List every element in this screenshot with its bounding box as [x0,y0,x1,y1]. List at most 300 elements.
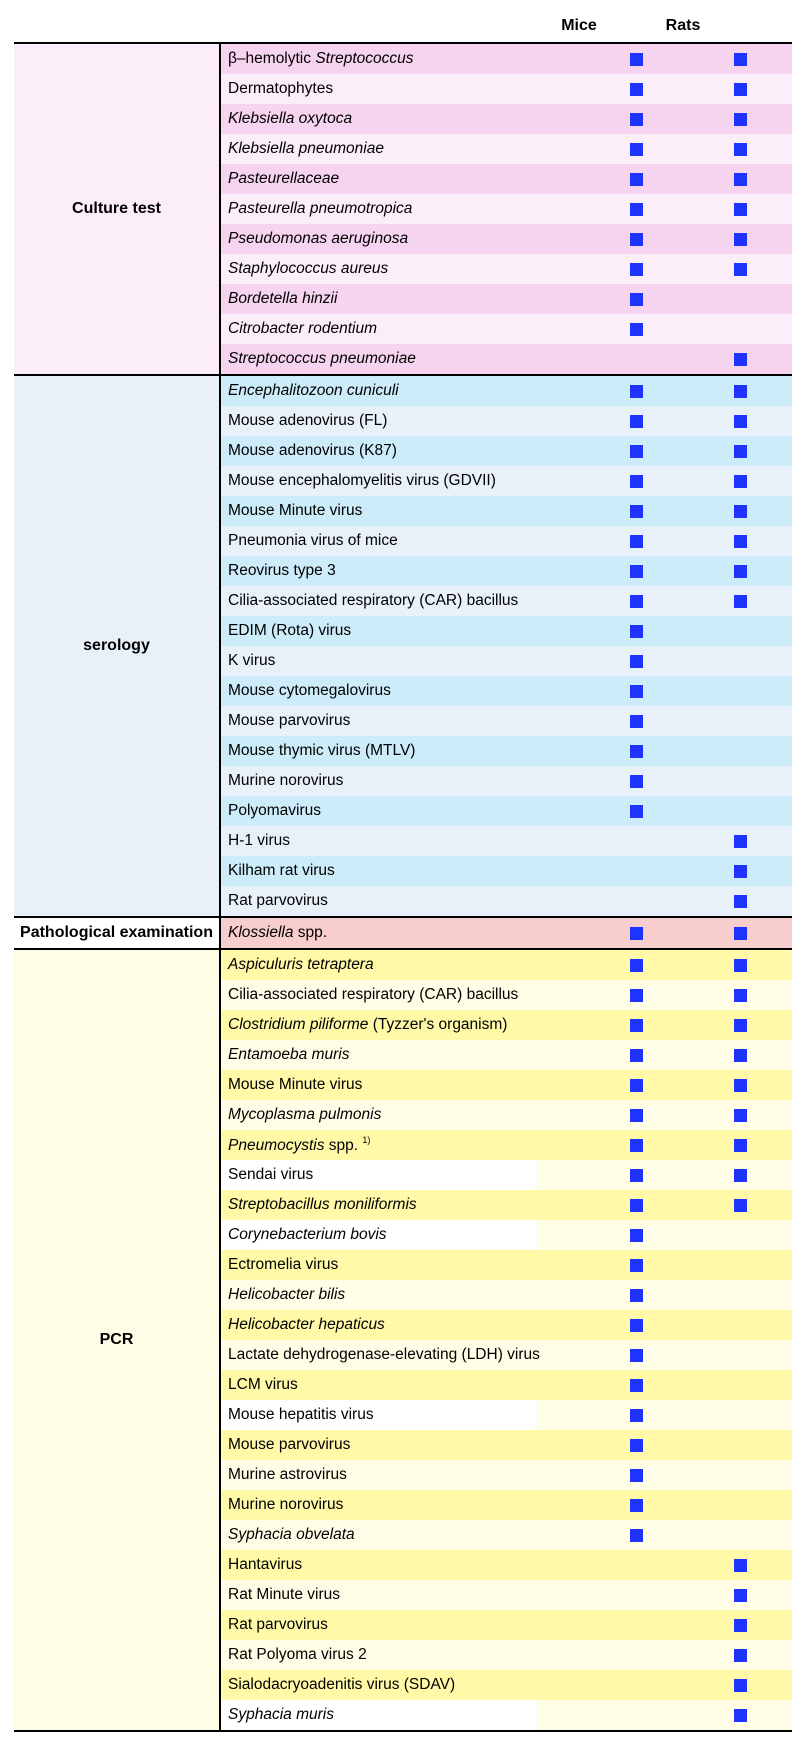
cell-mice [584,44,688,74]
test-name [221,382,584,400]
test-name-part: Klossiella [228,924,294,941]
cell-rats [688,1460,792,1490]
test-name [221,986,584,1004]
test-name-part: Helicobacter bilis [228,1286,346,1303]
table-row [221,344,792,374]
test-name [221,1046,584,1064]
table-row [221,1370,792,1400]
test-name-part: Rat Minute virus [228,1586,340,1603]
test-name [221,742,584,760]
test-name-part: H-1 virus [228,832,291,849]
cell-rats [688,796,792,826]
check-square-icon [630,1379,643,1392]
test-name [221,892,584,910]
check-square-icon [734,233,747,246]
check-square-icon [630,1109,643,1122]
test-name [221,832,584,850]
cell-rats [688,44,792,74]
check-square-icon [734,1679,747,1692]
test-name-part: Mouse adenovirus (K87) [228,442,397,459]
cell-mice [584,284,688,314]
test-name [221,1226,584,1244]
cell-mice [584,1010,688,1040]
check-square-icon [734,1049,747,1062]
test-name [221,622,584,640]
cell-mice [584,1310,688,1340]
cell-rats [688,466,792,496]
check-square-icon [734,595,747,608]
cell-rats [688,344,792,374]
cell-rats [688,224,792,254]
cell-mice [584,676,688,706]
group-label: Pathological examination [14,918,221,948]
check-square-icon [734,385,747,398]
table-row [221,1460,792,1490]
cell-mice [584,194,688,224]
cell-rats [688,436,792,466]
test-name [221,1256,584,1274]
group-label: Culture test [14,44,221,374]
table-row [221,1490,792,1520]
cell-rats [688,134,792,164]
test-name [221,350,584,368]
cell-rats [688,1490,792,1520]
cell-mice [584,1190,688,1220]
test-name [221,956,584,974]
cell-rats [688,826,792,856]
test-name [221,412,584,430]
test-name-part: β–hemolytic [228,50,316,67]
test-name [221,1166,584,1184]
test-name-part: Streptococcus [315,50,414,67]
test-name [221,1556,584,1574]
test-table [14,14,792,1732]
cell-rats [688,1340,792,1370]
cell-mice [584,1670,688,1700]
check-square-icon [630,745,643,758]
cell-mice [584,1610,688,1640]
cell-mice [584,1430,688,1460]
cell-rats [688,1700,792,1730]
check-square-icon [630,1229,643,1242]
table-row [221,1250,792,1280]
check-square-icon [630,233,643,246]
cell-mice [584,1100,688,1130]
check-square-icon [734,1589,747,1602]
test-group [14,948,792,1732]
cell-rats [688,1610,792,1640]
test-name-part: Mouse thymic virus (MTLV) [228,742,416,759]
test-name [221,562,584,580]
check-square-icon [630,263,643,276]
test-name [221,80,584,98]
cell-rats [688,1070,792,1100]
table-row [221,254,792,284]
table-row [221,74,792,104]
cell-rats [688,104,792,134]
cell-rats [688,1220,792,1250]
cell-rats [688,1160,792,1190]
cell-rats [688,1580,792,1610]
cell-rats [688,194,792,224]
cell-mice [584,1130,688,1160]
table-row [221,1190,792,1220]
check-square-icon [630,203,643,216]
check-square-icon [734,959,747,972]
test-name [221,200,584,218]
table-row [221,526,792,556]
test-name-part: Hantavirus [228,1556,303,1573]
check-square-icon [630,323,643,336]
table-row [221,886,792,916]
cell-mice [584,886,688,916]
test-name [221,1016,584,1034]
cell-rats [688,1430,792,1460]
cell-mice [584,1490,688,1520]
cell-mice [584,1220,688,1250]
check-square-icon [630,805,643,818]
table-row [221,796,792,826]
check-square-icon [630,1169,643,1182]
check-square-icon [630,505,643,518]
test-name-part: Syphacia obvelata [228,1526,355,1543]
table-header [14,14,792,42]
cell-mice [584,856,688,886]
test-name-part: K virus [228,652,276,669]
test-name-part: Corynebacterium bovis [228,1226,387,1243]
test-name [221,260,584,278]
cell-rats [688,496,792,526]
test-name [221,1526,584,1544]
cell-mice [584,1550,688,1580]
test-name [221,1346,584,1364]
table-row [221,164,792,194]
test-name-part: Syphacia muris [228,1706,334,1723]
test-name [221,1496,584,1514]
table-row [221,856,792,886]
check-square-icon [734,989,747,1002]
test-name-part: Mouse encephalomyelitis virus (GDVII) [228,472,496,489]
cell-mice [584,254,688,284]
cell-mice [584,496,688,526]
test-name [221,472,584,490]
table-row [221,1580,792,1610]
test-name-part: Mouse hepatitis virus [228,1406,374,1423]
test-name-part: spp. [324,1137,363,1154]
cell-mice [584,1250,688,1280]
test-name [221,1316,584,1334]
test-name [221,1646,584,1664]
table-row [221,406,792,436]
cell-rats [688,1010,792,1040]
cell-mice [584,1640,688,1670]
check-square-icon [630,1259,643,1272]
table-row [221,134,792,164]
cell-mice [584,344,688,374]
check-square-icon [734,475,747,488]
test-name-part: Murine astrovirus [228,1466,347,1483]
table-row [221,1610,792,1640]
test-name-part: Streptobacillus moniliformis [228,1196,417,1213]
test-name-part: Aspiculuris tetraptera [228,956,374,973]
test-name-part: Pneumonia virus of mice [228,532,398,549]
check-square-icon [734,565,747,578]
cell-rats [688,1250,792,1280]
test-name [221,1135,584,1155]
test-name-part: Encephalitozoon cuniculi [228,382,399,399]
check-square-icon [734,1649,747,1662]
cell-mice [584,466,688,496]
cell-rats [688,406,792,436]
test-group [14,374,792,916]
check-square-icon [734,1559,747,1572]
check-square-icon [630,775,643,788]
cell-rats [688,1100,792,1130]
test-name-part: Pasteurella pneumotropica [228,200,413,217]
table-row [221,376,792,406]
table-row [221,314,792,344]
check-square-icon [734,927,747,940]
check-square-icon [630,655,643,668]
test-name [221,802,584,820]
check-square-icon [630,83,643,96]
test-name [221,532,584,550]
check-square-icon [630,1439,643,1452]
cell-rats [688,164,792,194]
test-name-part: Streptococcus pneumoniae [228,350,416,367]
table-row [221,436,792,466]
test-groups [14,42,792,1732]
check-square-icon [734,1079,747,1092]
cell-mice [584,314,688,344]
check-square-icon [630,113,643,126]
check-square-icon [734,263,747,276]
check-square-icon [630,53,643,66]
test-name-part: Reovirus type 3 [228,562,336,579]
test-name [221,1676,584,1694]
test-name-part: Bordetella hinzii [228,290,338,307]
test-name-part: Entamoeba muris [228,1046,350,1063]
test-name [221,862,584,880]
check-square-icon [734,1619,747,1632]
cell-rats [688,736,792,766]
check-square-icon [734,203,747,216]
test-name [221,1196,584,1214]
table-row [221,736,792,766]
table-row [221,1010,792,1040]
check-square-icon [734,53,747,66]
check-square-icon [630,989,643,1002]
cell-rats [688,1520,792,1550]
test-name-part: Klebsiella pneumoniae [228,140,384,157]
test-name [221,924,584,942]
cell-rats [688,1670,792,1700]
table-row [221,918,792,948]
column-header-mice: Mice [561,17,597,34]
test-name-part: Staphylococcus aureus [228,260,389,277]
table-row [221,284,792,314]
cell-mice [584,556,688,586]
check-square-icon [630,173,643,186]
cell-mice [584,376,688,406]
table-row [221,1520,792,1550]
check-square-icon [734,1169,747,1182]
cell-rats [688,980,792,1010]
test-name-part: Kilham rat virus [228,862,335,879]
cell-rats [688,526,792,556]
cell-mice [584,224,688,254]
test-name-part: Mouse adenovirus (FL) [228,412,388,429]
cell-mice [584,826,688,856]
cell-mice [584,950,688,980]
cell-mice [584,1400,688,1430]
test-name-part: Rat parvovirus [228,1616,328,1633]
test-name [221,1586,584,1604]
test-name [221,1706,584,1724]
check-square-icon [630,1319,643,1332]
cell-rats [688,1040,792,1070]
test-name [221,1436,584,1454]
test-name-part: EDIM (Rota) virus [228,622,352,639]
check-square-icon [630,535,643,548]
test-name [221,1286,584,1304]
group-label: serology [14,376,221,916]
test-name-part: Mouse cytomegalovirus [228,682,391,699]
test-name [221,1106,584,1124]
cell-rats [688,1280,792,1310]
test-name-part: Pasteurellaceae [228,170,340,187]
test-name-part: Pseudomonas aeruginosa [228,230,409,247]
check-square-icon [630,475,643,488]
table-row [221,706,792,736]
test-name-part: Sendai virus [228,1166,314,1183]
cell-mice [584,616,688,646]
test-name [221,1376,584,1394]
cell-rats [688,886,792,916]
test-name [221,320,584,338]
check-square-icon [630,1499,643,1512]
check-square-icon [734,353,747,366]
test-name-part: Ectromelia virus [228,1256,339,1273]
test-name [221,1406,584,1424]
cell-mice [584,1160,688,1190]
cell-mice [584,646,688,676]
cell-rats [688,1640,792,1670]
cell-mice [584,1700,688,1730]
cell-mice [584,1280,688,1310]
cell-mice [584,436,688,466]
table-row [221,194,792,224]
check-square-icon [630,1529,643,1542]
test-name-part: Pneumocystis [228,1137,325,1154]
test-name-part: Klebsiella oxytoca [228,110,353,127]
check-square-icon [734,1709,747,1722]
check-square-icon [630,685,643,698]
cell-mice [584,104,688,134]
check-square-icon [630,959,643,972]
table-row [221,1220,792,1250]
test-name-part: Rat Polyoma virus 2 [228,1646,367,1663]
test-name-part: Polyomavirus [228,802,322,819]
test-name [221,712,584,730]
cell-mice [584,1370,688,1400]
cell-rats [688,1310,792,1340]
cell-rats [688,1370,792,1400]
test-name [221,50,584,68]
table-row [221,1280,792,1310]
cell-rats [688,950,792,980]
cell-mice [584,766,688,796]
check-square-icon [734,173,747,186]
table-row [221,766,792,796]
test-name-part: Mouse Minute virus [228,1076,363,1093]
test-group [14,42,792,374]
test-name-part: spp. [293,924,328,941]
table-row [221,950,792,980]
test-name-part: Rat parvovirus [228,892,328,909]
cell-rats [688,646,792,676]
table-row [221,1550,792,1580]
cell-mice [584,796,688,826]
cell-mice [584,164,688,194]
test-name-part: Cilia-associated respiratory (CAR) bacillus [228,986,519,1003]
cell-rats [688,556,792,586]
check-square-icon [734,1019,747,1032]
check-square-icon [734,1139,747,1152]
test-name-part: Lactate dehydrogenase-elevating (LDH) virus [228,1346,540,1363]
check-square-icon [630,595,643,608]
cell-mice [584,706,688,736]
table-row [221,826,792,856]
cell-rats [688,856,792,886]
cell-rats [688,918,792,948]
table-row [221,1340,792,1370]
cell-rats [688,1550,792,1580]
check-square-icon [630,1199,643,1212]
table-row [221,980,792,1010]
test-name-part: Mouse parvovirus [228,712,351,729]
cell-rats [688,676,792,706]
test-name-part: Mouse parvovirus [228,1436,351,1453]
test-name [221,290,584,308]
check-square-icon [734,113,747,126]
table-row [221,646,792,676]
test-name-part: Murine norovirus [228,772,344,789]
test-name [221,1076,584,1094]
test-name [221,442,584,460]
table-row [221,224,792,254]
test-name [221,592,584,610]
cell-mice [584,980,688,1010]
cell-mice [584,1340,688,1370]
table-row [221,1670,792,1700]
cell-mice [584,1070,688,1100]
check-square-icon [734,143,747,156]
check-square-icon [630,565,643,578]
cell-rats [688,706,792,736]
table-row [221,1160,792,1190]
cell-rats [688,376,792,406]
cell-mice [584,134,688,164]
check-square-icon [630,1469,643,1482]
cell-mice [584,1520,688,1550]
table-row [221,1070,792,1100]
table-row [221,104,792,134]
table-row [221,496,792,526]
table-row [221,1430,792,1460]
test-name [221,652,584,670]
cell-rats [688,284,792,314]
